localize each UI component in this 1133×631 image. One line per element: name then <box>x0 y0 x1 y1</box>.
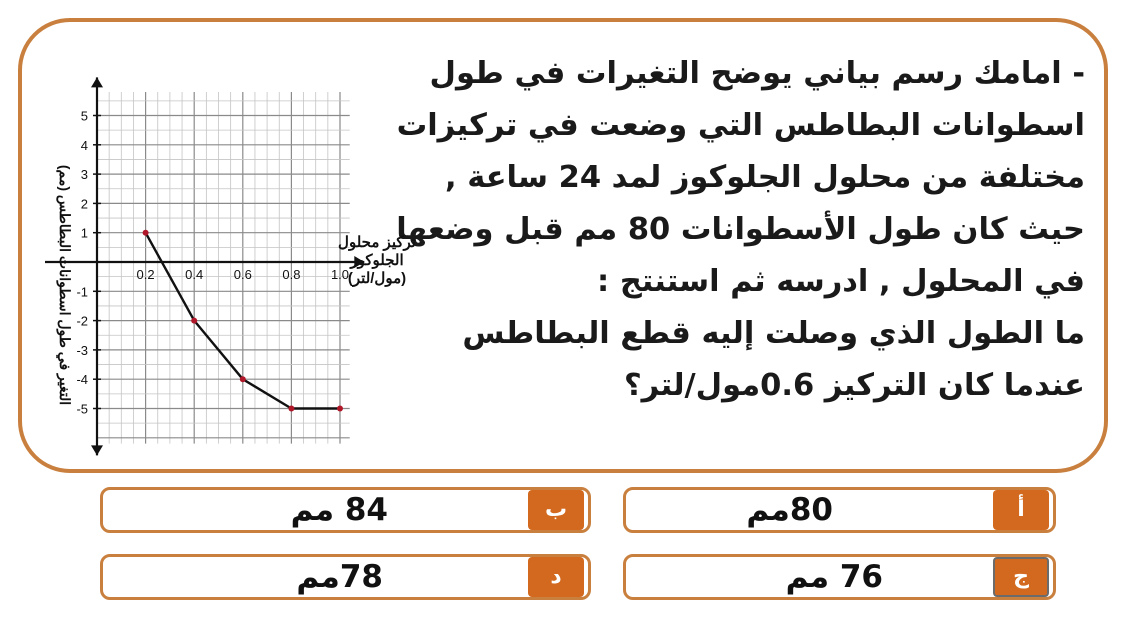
y-axis-arrow-up <box>91 77 103 87</box>
y-axis-arrow-down <box>91 445 103 455</box>
x-axis-label-line: (مول/لتر) <box>347 270 407 287</box>
data-point <box>143 230 149 236</box>
data-point <box>288 406 294 412</box>
y-tick-label: -3 <box>76 342 88 358</box>
question-line: في المحلول , ادرسه ثم استنتج : <box>597 264 1085 299</box>
y-tick-label: -4 <box>76 372 88 388</box>
question-line: مختلفة من محلول الجلوكوز لمد 24 ساعة , <box>445 160 1085 195</box>
option-a-value: 80مم <box>746 492 833 528</box>
option-b[interactable] <box>100 487 591 533</box>
option-c[interactable] <box>623 554 1056 600</box>
potato-length-chart <box>40 65 430 460</box>
question-line: - امامك رسم بياني يوضح التغيرات في طول <box>429 56 1085 91</box>
chart-axes <box>45 77 364 455</box>
question-line: عندما كان التركيز 0.6مول/لتر؟ <box>623 368 1085 403</box>
option-d-letter: د <box>528 557 584 597</box>
option-c-value: 76 مم <box>785 559 883 595</box>
option-a-letter: أ <box>993 490 1049 530</box>
option-d[interactable] <box>100 554 591 600</box>
y-tick-label: 5 <box>80 108 88 124</box>
y-tick-label: 1 <box>80 225 88 241</box>
x-tick-label: 0.2 <box>136 267 155 282</box>
y-tick-label: -5 <box>76 401 88 417</box>
option-c-letter: ج <box>993 557 1049 597</box>
option-a[interactable] <box>623 487 1056 533</box>
y-tick-label: 3 <box>80 167 88 183</box>
question-line: حيث كان طول الأسطوانات 80 مم قبل وضعها <box>396 212 1085 247</box>
x-axis-label-line: تركيز محلول <box>338 234 416 251</box>
y-tick-label: -1 <box>76 284 88 300</box>
x-axis-label-line: الجلوكوز <box>350 252 404 269</box>
option-d-value: 78مم <box>296 559 383 595</box>
data-point <box>191 318 197 324</box>
question-text <box>396 48 1085 412</box>
y-axis-label: التغير في طول اسطوانات البطاطس (مم) <box>57 164 73 406</box>
y-tick-label: 2 <box>80 196 88 212</box>
option-b-letter: ب <box>528 490 584 530</box>
x-tick-label: 1.0 <box>330 267 350 282</box>
question-line: ما الطول الذي وصلت إليه قطع البطاطس <box>462 316 1085 351</box>
x-tick-label: 0.6 <box>233 267 252 282</box>
y-tick-label: -2 <box>76 313 88 329</box>
y-tick-label: 4 <box>80 137 88 153</box>
x-tick-label: 0.4 <box>185 267 204 282</box>
data-point <box>240 376 246 382</box>
option-b-value: 84 مم <box>290 492 388 528</box>
question-line: اسطوانات البطاطس التي وضعت في تركيزات <box>396 108 1085 143</box>
data-point <box>337 406 343 412</box>
chart-grid <box>97 92 350 444</box>
x-tick-label: 0.8 <box>282 267 301 282</box>
